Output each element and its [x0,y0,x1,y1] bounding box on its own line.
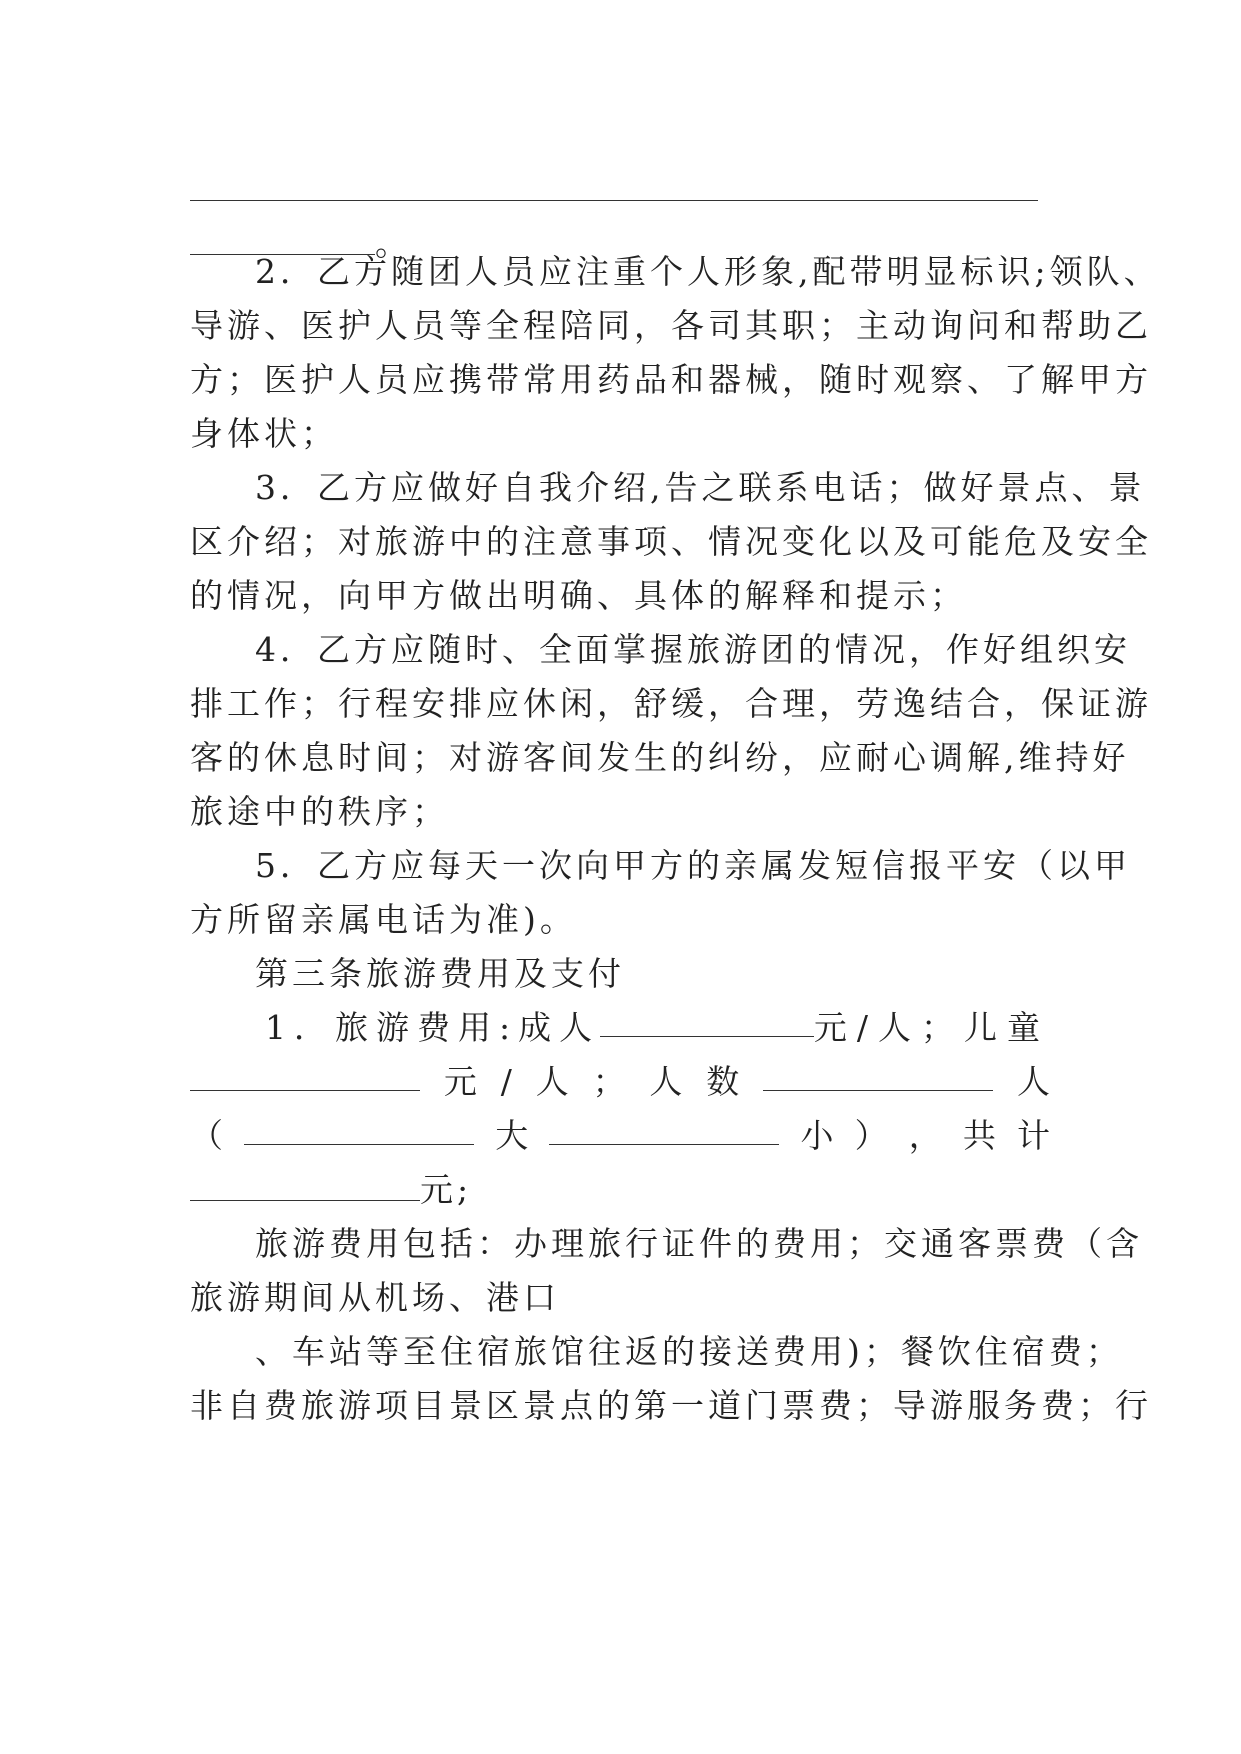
item4-line: 4．乙方应随时、全面掌握旅游团的情况，作好组织安 [255,630,1131,669]
fee-line-4: 元; [190,1168,1050,1212]
item4-line: 旅途中的秩序； [190,792,449,831]
includes-line: 非自费旅游项目景区景点的第一道门票费；导游服务费；行 [190,1386,1152,1425]
fee-line-2: 元 / 人 ； 人 数 人 [190,1060,1050,1104]
fee-line-3: （ 大 小 ） ， 共 计 [190,1116,1050,1155]
adult-count-blank [244,1114,474,1145]
item3-line: 3．乙方应做好自我介绍,告之联系电话；做好景点、景 [255,468,1146,507]
adult-fee-blank [600,1006,814,1037]
people-count-blank [763,1060,993,1091]
item5-line: 方所留亲属电话为准)。 [190,900,577,939]
item2-line: 身体状； [190,414,338,453]
item2-line: 2．乙方随团人员应注重个人形象,配带明显标识;领队、 [255,252,1161,291]
item2-line: 方；医护人员应携带常用药品和器械，随时观察、了解甲方 [190,360,1152,399]
item2-line: 导游、医护人员等全程陪同，各司其职；主动询问和帮助乙 [190,306,1152,345]
item3-line: 的情况，向甲方做出明确、具体的解释和提示； [190,576,967,615]
item5-line: 5．乙方应每天一次向甲方的亲属发短信报平安（以甲 [255,846,1131,885]
child-fee-blank [190,1060,420,1091]
item4-line: 客的休息时间；对游客间发生的纠纷，应耐心调解,维持好 [190,738,1130,777]
fill-in-blank-line [190,200,1038,201]
includes-line: 旅游费用包括：办理旅行证件的费用；交通客票费（含 [255,1224,1143,1263]
article3-title: 第三条旅游费用及支付 [255,954,625,993]
item3-line: 区介绍；对旅游中的注意事项、情况变化以及可能危及安全 [190,522,1152,561]
item4-line: 排工作；行程安排应休闲，舒缓，合理，劳逸结合，保证游 [190,684,1152,723]
fill-in-blank-end: 。 [190,222,1050,266]
fee-line-1: 1．旅游费用:成人 元/人；儿童 [265,1008,1050,1047]
total-fee-blank [190,1170,420,1201]
includes-line: 、车站等至住宿旅馆往返的接送费用)；餐饮住宿费； [255,1332,1123,1371]
child-count-blank [549,1114,779,1145]
includes-line: 旅游期间从机场、港口 [190,1278,560,1317]
